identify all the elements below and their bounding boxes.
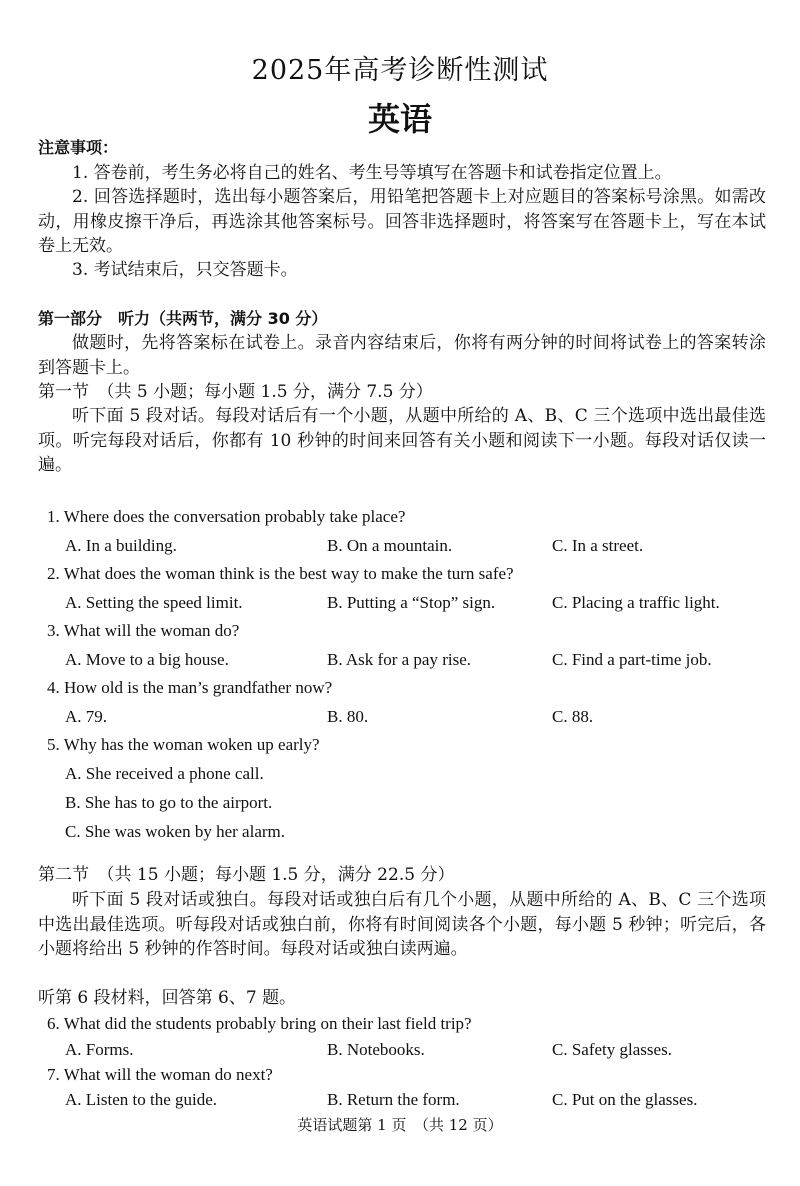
question-2: 2. What does the woman think is the best way to make the turn safe? (47, 564, 514, 583)
question-6: 6. What did the students probably bring on their last field trip? (47, 1014, 472, 1033)
question-3: 3. What will the woman do? (47, 621, 240, 640)
q1-option-a: A. In a building. (65, 536, 177, 555)
exam-title: 2025年高考诊断性测试 (251, 55, 549, 86)
question-1: 1. Where does the conversation probably take place? (47, 507, 406, 526)
notice-item-1: 1. 答卷前，考生务必将自己的姓名、考生号等填写在答题卡和试卷指定位置上。 (72, 163, 672, 183)
section2-heading: 第二节 （共 15 小题；每小题 1.5 分，满分 22.5 分） (38, 865, 455, 885)
material-note: 听第 6 段材料，回答第 6、7 题。 (38, 988, 297, 1008)
q1-option-c: C. In a street. (552, 536, 644, 555)
page-footer: 英语试题第 1 页 （共 12 页） (297, 1116, 503, 1134)
notice-heading: 注意事项： (38, 138, 119, 157)
q6-option-c: C. Safety glasses. (552, 1040, 672, 1059)
q5-option-c: C. She was woken by her alarm. (65, 822, 286, 841)
notice-item-3: 3. 考试结束后，只交答题卡。 (72, 260, 298, 280)
q5-option-b: B. She has to go to the airport. (65, 793, 273, 812)
q7-option-c: C. Put on the glasses. (552, 1090, 698, 1109)
q7-option-a: A. Listen to the guide. (65, 1090, 218, 1109)
q5-option-a: A. She received a phone call. (65, 764, 264, 783)
q3-option-b: B. Ask for a pay rise. (327, 650, 472, 669)
section1-heading: 第一节 （共 5 小题；每小题 1.5 分，满分 7.5 分） (38, 382, 433, 402)
question-7: 7. What will the woman do next? (47, 1065, 273, 1084)
q2-option-c: C. Placing a traffic light. (552, 593, 720, 612)
question-4: 4. How old is the man’s grandfather now? (47, 678, 333, 697)
question-5: 5. Why has the woman woken up early? (47, 735, 320, 754)
q7-option-b: B. Return the form. (327, 1090, 460, 1109)
section2-instructions: 听下面 5 段对话或独白。每段对话或独白后有几个小题，从题中所给的 A、B、C 三个选项中选出最佳选项。听每段对话或独白前，你将有时间阅读各个小题，每小题 5 秒钟；听完后，各小题将给出 5 秒钟的作答时间。每段对话或独白读两遍。 (38, 890, 766, 959)
part1-intro: 做题时，先将答案标在试卷上。录音内容结束后，你将有两分钟的时间将试卷上的答案转涂到答题卡上。 (38, 333, 766, 378)
q4-option-a: A. 79. (65, 707, 108, 726)
q6-option-a: A. Forms. (65, 1040, 134, 1059)
subject-title: 英语 (367, 100, 432, 138)
part1-heading: 第一部分 听力（共两节，满分 30 分） (38, 309, 328, 328)
q2-option-b: B. Putting a “Stop” sign. (327, 593, 496, 612)
notice-item-2: 2. 回答选择题时，选出每小题答案后，用铅笔把答题卡上对应题目的答案标号涂黑。如需改动，用橡皮擦干净后，再选涂其他答案标号。回答非选择题时，将答案写在答题卡上，写在本试卷上无效。 (38, 187, 766, 256)
q3-option-c: C. Find a part-time job. (552, 650, 712, 669)
q3-option-a: A. Move to a big house. (65, 650, 229, 669)
q4-option-b: B. 80. (327, 707, 369, 726)
q4-option-c: C. 88. (552, 707, 594, 726)
q2-option-a: A. Setting the speed limit. (65, 593, 243, 612)
q6-option-b: B. Notebooks. (327, 1040, 425, 1059)
q1-option-b: B. On a mountain. (327, 536, 453, 555)
section1-instructions: 听下面 5 段对话。每段对话后有一个小题，从题中所给的 A、B、C 三个选项中选出最佳选项。听完每段对话后，你都有 10 秒钟的时间来回答有关小题和阅读下一小题。每段对话仅读一遍。 (38, 406, 766, 475)
